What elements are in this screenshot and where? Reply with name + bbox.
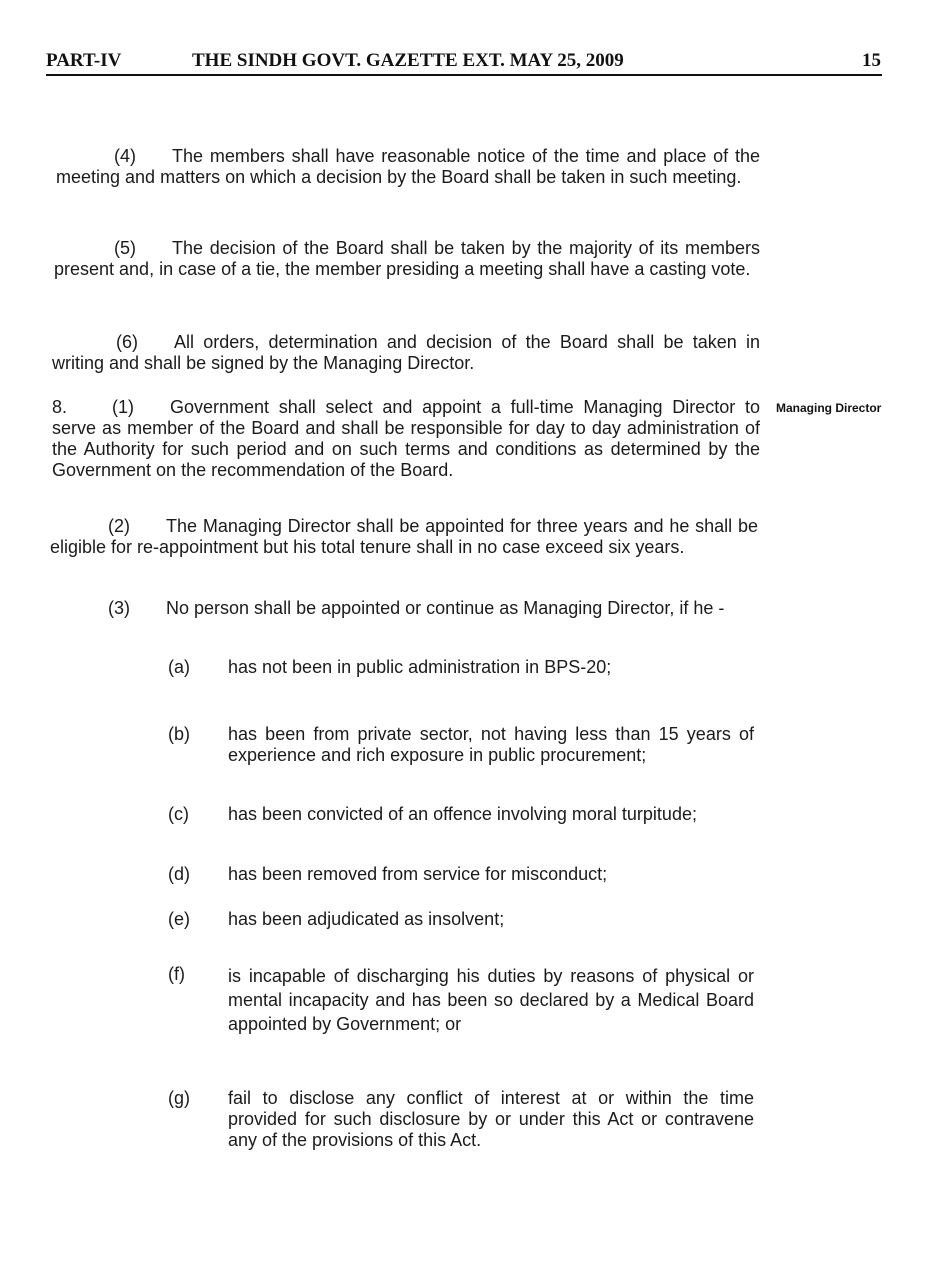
paragraph-text: The members shall have reasonable notice of the time and place of the meeting and matters on which a decision by the Board shall be taken in such meeting. xyxy=(56,146,760,187)
clause-label: (e) xyxy=(168,909,190,929)
paragraph-text: All orders, determination and decision of the Board shall be taken in writing and shall be signed by the Managing Director. xyxy=(52,332,760,373)
section-number: 8. xyxy=(52,397,68,417)
section-8-subsection-2 xyxy=(50,516,758,558)
clause-label: (f) xyxy=(168,964,185,984)
clause-label: (c) xyxy=(168,804,189,824)
paragraph-text: Government shall select and appoint a full-time Managing Director to serve as member of the Board and shall be responsible for day to day administration of the Authority for such period and on such terms and conditions as determined by the Government on the recommendation of the Board. xyxy=(52,397,760,480)
paragraph-number: (3) xyxy=(108,598,130,618)
paragraph-text: No person shall be appointed or continue as Managing Director, if he - xyxy=(166,598,725,618)
paragraph-number: (1) xyxy=(112,397,134,417)
header-page-number: 15 xyxy=(862,50,881,71)
header-rule xyxy=(46,74,882,76)
paragraph-text: The Managing Director shall be appointed for three years and he shall be eligible for re-appointment but his total tenure shall in no case exceed six years. xyxy=(50,516,758,557)
header-gazette-title: THE SINDH GOVT. GAZETTE EXT. MAY 25, 2009 xyxy=(192,50,624,71)
section-8-subsection-1 xyxy=(52,397,760,481)
paragraph-text: The decision of the Board shall be taken by the majority of its members present and, in case of a tie, the member presiding a meeting shall have a casting vote. xyxy=(54,238,760,279)
section-8-subsection-3 xyxy=(50,598,758,619)
paragraph-number: (4) xyxy=(114,146,136,166)
clause-label: (g) xyxy=(168,1088,190,1108)
paragraph-number: (6) xyxy=(116,332,138,352)
paragraph-4 xyxy=(56,146,760,188)
clause-label: (d) xyxy=(168,864,190,884)
clause-f xyxy=(168,964,758,1054)
clause-e xyxy=(168,909,758,931)
paragraph-number: (2) xyxy=(108,516,130,536)
paragraph-6 xyxy=(52,332,760,374)
clause-c xyxy=(168,804,758,848)
paragraph-number: (5) xyxy=(114,238,136,258)
clause-label: (b) xyxy=(168,724,190,744)
clause-text: has been from private sector, not having less than 15 years of experience and rich exposure in public procurement; xyxy=(228,724,754,765)
paragraph-5 xyxy=(54,238,760,280)
clause-text: has been removed from service for misconduct; xyxy=(228,864,608,884)
clause-text: is incapable of discharging his duties by reasons of physical or mental incapacity and has been so declared by a Medical Board appointed by Government; or xyxy=(228,966,754,1034)
clause-label: (a) xyxy=(168,657,190,677)
header-part-label: PART-IV xyxy=(46,50,122,71)
clause-g xyxy=(168,1088,758,1158)
clause-b xyxy=(168,724,758,788)
clause-text: fail to disclose any conflict of interest at or within the time provided for such disclosure by or under this Act or contravene any of the provisions of this Act. xyxy=(228,1088,754,1150)
clause-text: has been adjudicated as insolvent; xyxy=(228,909,505,929)
clause-a xyxy=(168,657,758,701)
clause-text: has not been in public administration in BPS-20; xyxy=(228,657,612,677)
clause-text: has been convicted of an offence involving moral turpitude; xyxy=(228,804,697,824)
margin-note-managing-director: Managing Director xyxy=(776,401,882,415)
clause-d xyxy=(168,864,758,886)
